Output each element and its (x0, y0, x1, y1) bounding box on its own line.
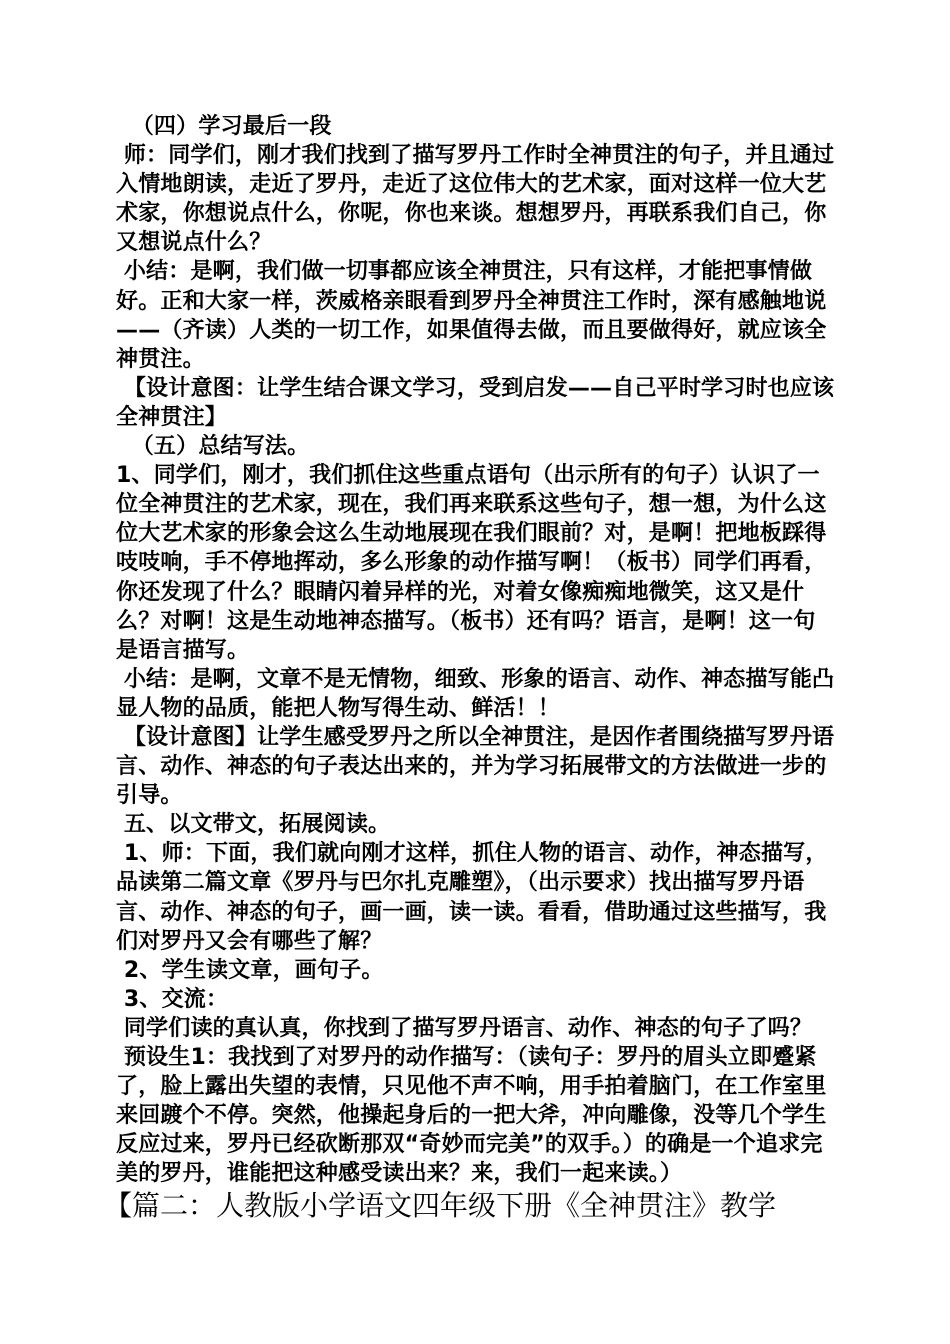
heading-extended-reading: 五、以文带文，拓展阅读。 (116, 812, 391, 838)
heading-section-four: （四）学习最后一段 (116, 114, 332, 139)
writing-method-paragraph: 1、同学们，刚才，我们抓住这些重点语句（出示所有的句子）认识了一位全神贯注的艺术家，现在，我们再来联系这些句子，想一想，为什么这位大艺术家的形象会这么生动地展现在我们眼前？对，是啊！把地板踩得吱吱响，手不停地挥动，多么形象的动作描写啊！（板书）同学们再看，你还发现了什么？眼睛闪着异样的光，对着女像痴痴地微笑，这又是什么？对啊！这是生动地神态描写。（板书）还有吗？语言，是啊！这一句是语言描写。 (116, 463, 827, 663)
document-page (104, 112, 836, 1224)
step-two-paragraph: 2、学生读文章，画句子。 (116, 957, 384, 983)
summary-paragraph: 小结：是啊，我们做一切事都应该全神贯注，只有这样，才能把事情做好。正和大家一样，茨威格亲眼看到罗丹全神贯注工作时，深有感触地说——（齐读）人类的一切工作，如果值得去做，而且要做得好，就应该全神贯注。 (116, 259, 827, 372)
next-article-title: 【篇二：人教版小学语文四年级下册《全神贯注》教学 (104, 1189, 777, 1223)
summary-paragraph-2: 小结：是啊，文章不是无情物，细致、形象的语言、动作、神态描写能凸显人物的品质，能把人物写得生动、鲜活！！ (116, 666, 835, 721)
expected-answer-paragraph: 预设生1：我找到了对罗丹的动作描写：（读句子：罗丹的眉头立即蹙紧了，脸上露出失望的表情，只见他不声不响，用手拍着脑门，在工作室里来回踱个不停。突然，他操起身后的一把大斧，冲向雕像，没等几个学生反应过来，罗丹已经砍断那双“奇妙而完美”的双手。）的确是一个追求完美的罗丹，谁能把这种感受读出来？来，我们一起来读。） (116, 1045, 827, 1187)
design-intent-paragraph-2: 【设计意图】让学生感受罗丹之所以全神贯注，是因作者围绕描写罗丹语言、动作、神态的句子表达出来的，并为学习拓展带文的方法做进一步的引导。 (116, 724, 835, 809)
teacher-prompt-paragraph: 师：同学们，刚才我们找到了描写罗丹工作时全神贯注的句子，并且通过入情地朗读，走近了罗丹，走近了这位伟大的艺术家，面对这样一位大艺术家，你想说点什么，你呢，你也来谈。想想罗丹，再联系我们自己，你又想说点什么？ (116, 143, 835, 256)
step-three-heading: 3、交流： (116, 986, 229, 1012)
design-intent-paragraph: 【设计意图：让学生结合课文学习，受到启发——自己平时学习时也应该全神贯注】 (116, 375, 835, 430)
exchange-question-paragraph: 同学们读的真认真，你找到了描写罗丹语言、动作、神态的句子了吗？ (116, 1015, 813, 1041)
step-one-paragraph: 1、师：下面，我们就向刚才这样，抓住人物的语言、动作，神态描写，品读第二篇文章《罗丹与巴尔扎克雕塑》，（出示要求）找出描写罗丹语言、动作、神态的句子，画一画，读一读。看看，借助通过这些描写，我们对罗丹又会有哪些了解？ (116, 841, 828, 954)
heading-section-five: （五）总结写法。 (116, 434, 310, 460)
